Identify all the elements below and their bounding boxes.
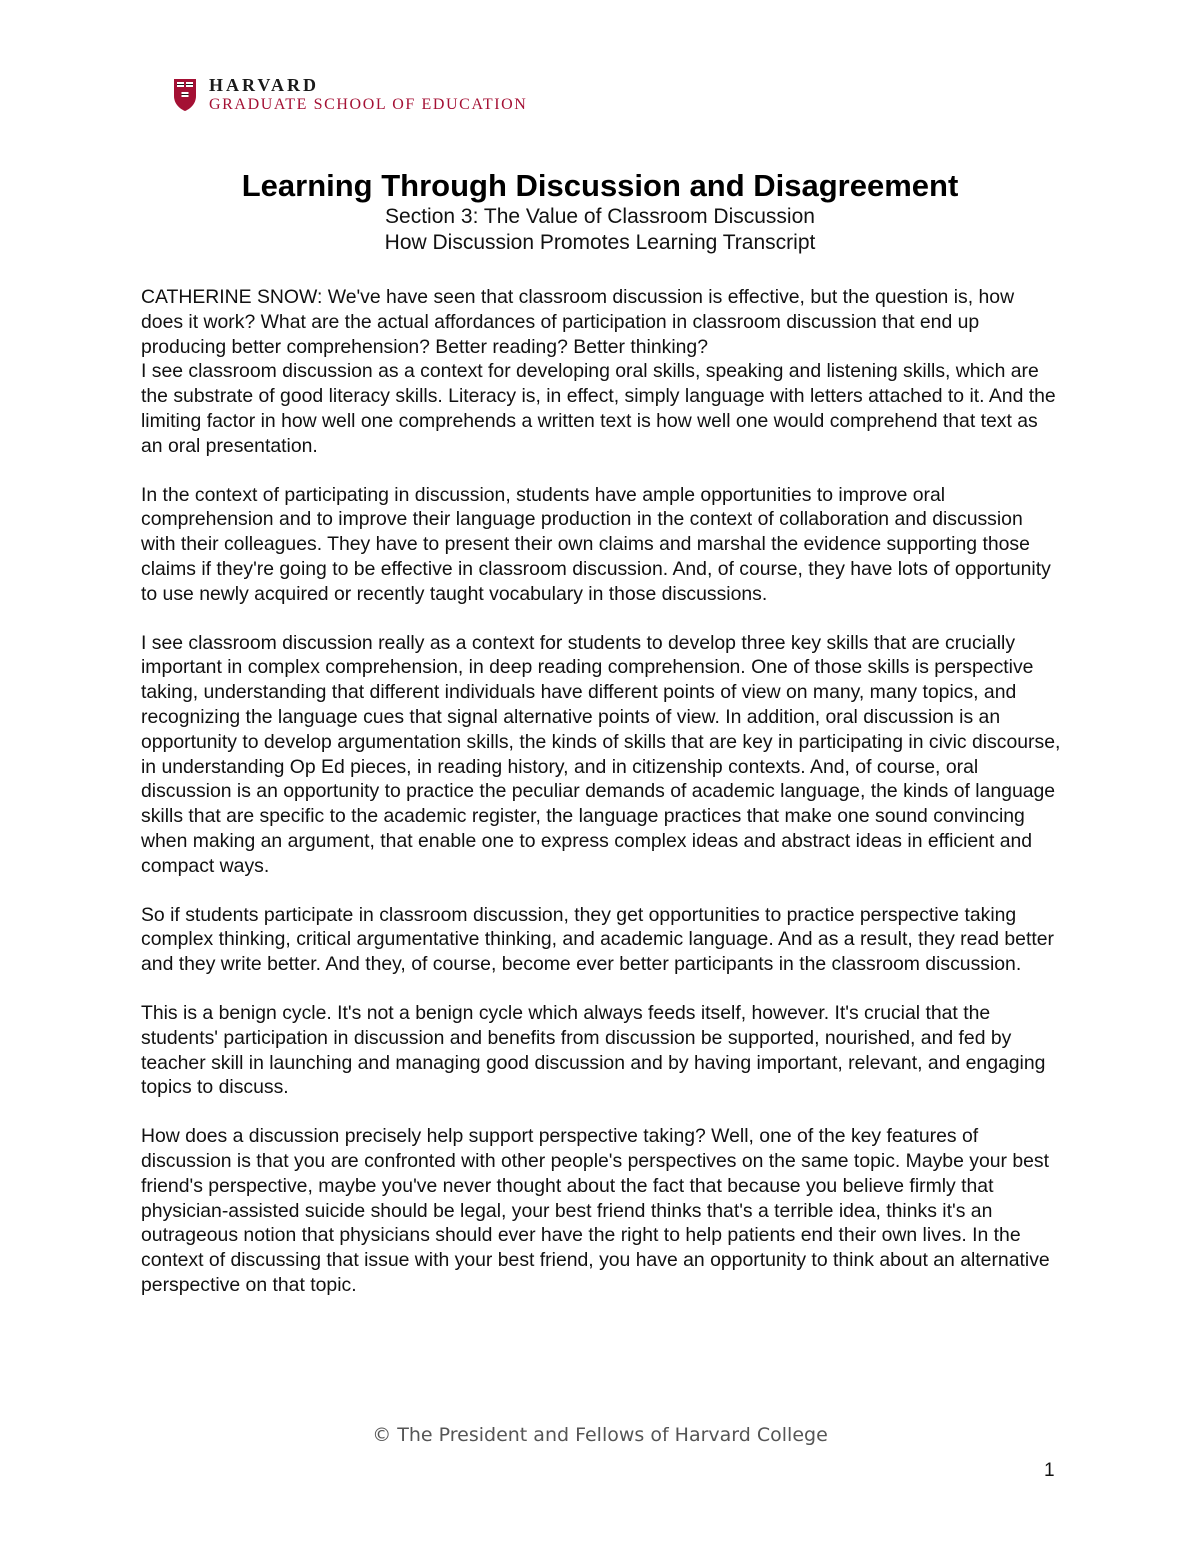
transcript-paragraph: In the context of participating in discussion, students have ample opportunities to improve oral comprehension and to improve their language production in the context of collaboration and discussion with their colleagues. They have to present their own claims and marshal the evidence supporting those claims if they're going to be effective in classroom discussion. And, of course, they have lots of opportunity to use newly acquired or recently taught vocabulary in those discussions. [141,483,1051,605]
transcript-paragraph: So if students participate in classroom discussion, they get opportunities to practice perspective taking complex thinking, critical argumentative thinking, and academic language. And as a result, they read better and they write better. And they, of course, become ever better participants in the classroom discussion. [141,903,1054,976]
transcript-paragraph: I see classroom discussion as a context for developing oral skills, speaking and listening skills, which are the substrate of good literacy skills. Literacy is, in effect, simply language with letters attached to it. And the limiting factor in how well one comprehends a written text is how well one would comprehend that text as an oral presentation. [141,360,1056,457]
document-subtitle-section: Section 3: The Value of Classroom Discussion [385,205,815,228]
transcript-paragraph: How does a discussion precisely help support perspective taking? Well, one of the key features of discussion is that you are confronted with other people's perspectives on the same topic. Maybe your best friend's perspective, maybe you've never thought about the fact that because you believe firmly that physician-assisted suicide should be legal, your best friend thinks that's a terrible idea, thinks it's an outrageous notion that physicians should ever have the right to help patients end their own lives. In the context of discussing that issue with your best friend, you have an opportunity to think about an alternative perspective on that topic. [141,1125,1050,1296]
harvard-logo [173,75,527,115]
harvard-shield-icon [173,78,197,112]
page-number: 1 [1044,1460,1055,1481]
copyright-footer: © The President and Fellows of Harvard College [372,1424,828,1446]
logo-harvard-text: HARVARD [209,75,320,95]
document-title: Learning Through Discussion and Disagreement [241,168,959,203]
transcript-body [141,285,1061,1322]
logo-wordmark [209,75,527,115]
logo-school-text: GRADUATE SCHOOL OF EDUCATION [209,96,528,113]
transcript-paragraph: This is a benign cycle. It's not a benign cycle which always feeds itself, however. It's crucial that the students' participation in discussion and benefits from discussion be supported, nourished, and fed by teacher skill in launching and managing good discussion and by having important, relevant, and engaging topics to discuss. [141,1001,1046,1099]
transcript-paragraph: I see classroom discussion really as a context for students to develop three key skills that are crucially important in complex comprehension, in deep reading comprehension. One of those skills is perspective taking, understanding that different individuals have different points of view on many, many topics, and recognizing the language cues that signal alternative points of view. In addition, oral discussion is an opportunity to develop argumentation skills, the kinds of skills that are key in participating in civic discourse, in understanding Op Ed pieces, in reading history, and in citizenship contexts. And, of course, oral discussion is an opportunity to practice the peculiar demands of academic language, the kinds of language skills that are specific to the academic register, the language practices that make one sound convincing when making an argument, that enable one to express complex ideas and abstract ideas in efficient and compact ways. [141,631,1061,877]
transcript-paragraph: CATHERINE SNOW: We've have seen that classroom discussion is effective, but the question is, how does it work? What are the actual affordances of participation in classroom discussion that end up producing better comprehension? Better reading? Better thinking? [141,286,1015,358]
document-subtitle-transcript: How Discussion Promotes Learning Transcript [384,231,816,254]
